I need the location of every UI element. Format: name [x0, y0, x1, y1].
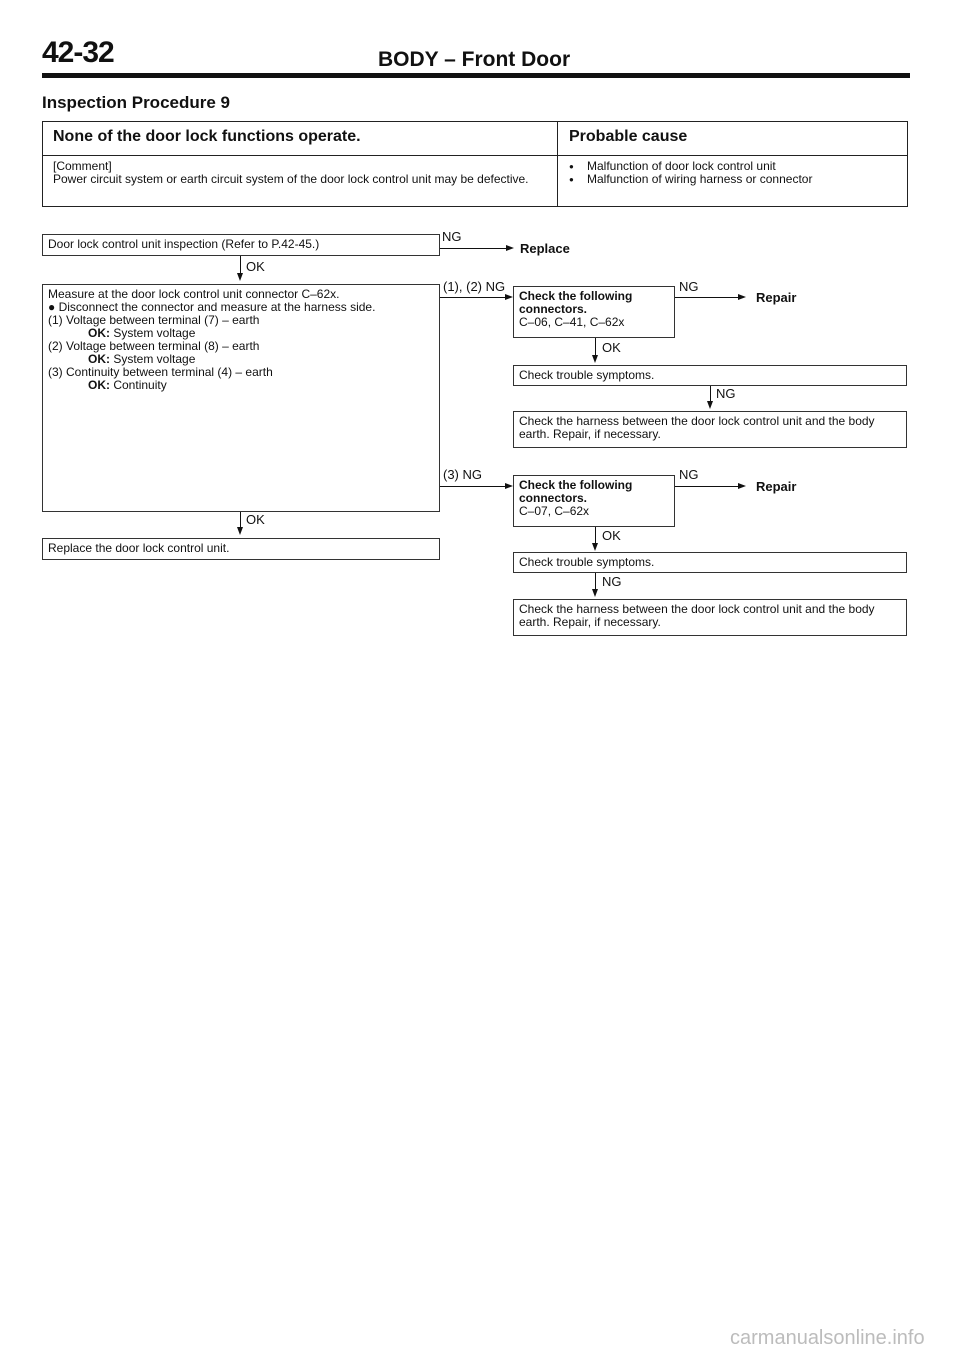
arrow-right-icon [505, 294, 513, 300]
check-symptoms-b: Check trouble symptoms. [513, 552, 907, 573]
check-harness-b: Check the harness between the door lock control unit and the body earth. Repair, if necessary. [513, 599, 907, 636]
connector-line [240, 512, 241, 528]
section-title: BODY – Front Door [378, 48, 571, 71]
branch-b-symptoms-ng-label: NG [602, 574, 622, 589]
cause-item: ● Malfunction of door lock control unit [569, 160, 899, 173]
measure-item: (2) Voltage between terminal (8) – earth [48, 339, 260, 353]
check-harness-a: Check the harness between the door lock control unit and the body earth. Repair, if necessary. [513, 411, 907, 448]
connector-line [675, 486, 739, 487]
connector-line [710, 386, 711, 402]
measure-line: Measure at the door lock control unit connector C–62x. [48, 287, 340, 301]
branch-a-ng-label: NG [679, 279, 699, 294]
connector-line [595, 338, 596, 356]
check-connector-list: C–07, C–62x [519, 504, 590, 518]
arrow-down-icon [592, 589, 598, 597]
arrow-down-icon [707, 401, 713, 409]
arrow-right-icon [506, 245, 514, 251]
cause-list [569, 160, 899, 186]
branch-a-label: (1), (2) NG [443, 279, 506, 294]
arrow-right-icon [738, 483, 746, 489]
replace-unit-box: Replace the door lock control unit. [42, 538, 440, 560]
measure-ok-label: OK [246, 512, 265, 527]
watermark-footer: carmanualsonline.info [730, 1327, 925, 1349]
cause-header: Probable cause [569, 128, 688, 145]
check-connectors-a [513, 286, 675, 338]
symptom-header: None of the door lock functions operate. [53, 128, 361, 145]
connector-line [675, 297, 739, 298]
arrow-down-icon [592, 355, 598, 363]
check-symptoms-a: Check trouble symptoms. [513, 365, 907, 386]
comment-block [53, 160, 553, 186]
connector-line [595, 573, 596, 590]
step1-ng-label: NG [442, 229, 462, 244]
connector-line [440, 248, 508, 249]
check-connector-list: C–06, C–41, C–62x [519, 315, 625, 329]
page-number: 42-32 [42, 36, 114, 69]
repair-result-b: Repair [756, 479, 797, 494]
measure-ok-row [48, 379, 434, 392]
arrow-right-icon [738, 294, 746, 300]
arrow-down-icon [237, 273, 243, 281]
symptom-cause-table [42, 121, 908, 207]
table-divider-vertical [557, 122, 558, 206]
connector-line [240, 256, 241, 274]
check-title: Check the following connectors. [519, 289, 633, 316]
ok-label: OK: [88, 352, 110, 366]
check-connectors-b [513, 475, 675, 527]
branch-b-ok-label: OK [602, 528, 621, 543]
branch-a-ok-label: OK [602, 340, 621, 355]
table-divider-horizontal [43, 155, 907, 156]
arrow-down-icon [592, 543, 598, 551]
step1-ok-label: OK [246, 259, 265, 274]
measure-connector-box [42, 284, 440, 512]
branch-b-ng-label: NG [679, 467, 699, 482]
measure-line: ● Disconnect the connector and measure at the harness side. [48, 300, 376, 314]
step-unit-inspection: Door lock control unit inspection (Refer to P.42-45.) [42, 234, 440, 256]
measure-item: (1) Voltage between terminal (7) – earth [48, 313, 260, 327]
ok-value: Continuity [113, 378, 167, 392]
ok-value: System voltage [113, 326, 196, 340]
check-title: Check the following connectors. [519, 478, 633, 505]
header-rule [42, 73, 910, 78]
cause-item: ● Malfunction of wiring harness or connector [569, 173, 899, 186]
branch-b-label: (3) NG [443, 467, 482, 482]
ok-label: OK: [88, 378, 110, 392]
procedure-title: Inspection Procedure 9 [42, 93, 230, 112]
cause-block [569, 160, 899, 186]
connector-line [440, 486, 506, 487]
replace-result: Replace [520, 241, 570, 256]
repair-result-a: Repair [756, 290, 797, 305]
arrow-right-icon [505, 483, 513, 489]
ok-value: System voltage [113, 352, 196, 366]
connector-line [595, 527, 596, 544]
connector-line [440, 297, 506, 298]
arrow-down-icon [237, 527, 243, 535]
ok-label: OK: [88, 326, 110, 340]
measure-item: (3) Continuity between terminal (4) – earth [48, 365, 273, 379]
branch-a-symptoms-ng-label: NG [716, 386, 736, 401]
comment-label: [Comment] [53, 159, 112, 173]
comment-text: Power circuit system or earth circuit system of the door lock control unit may be defective. [53, 172, 529, 186]
